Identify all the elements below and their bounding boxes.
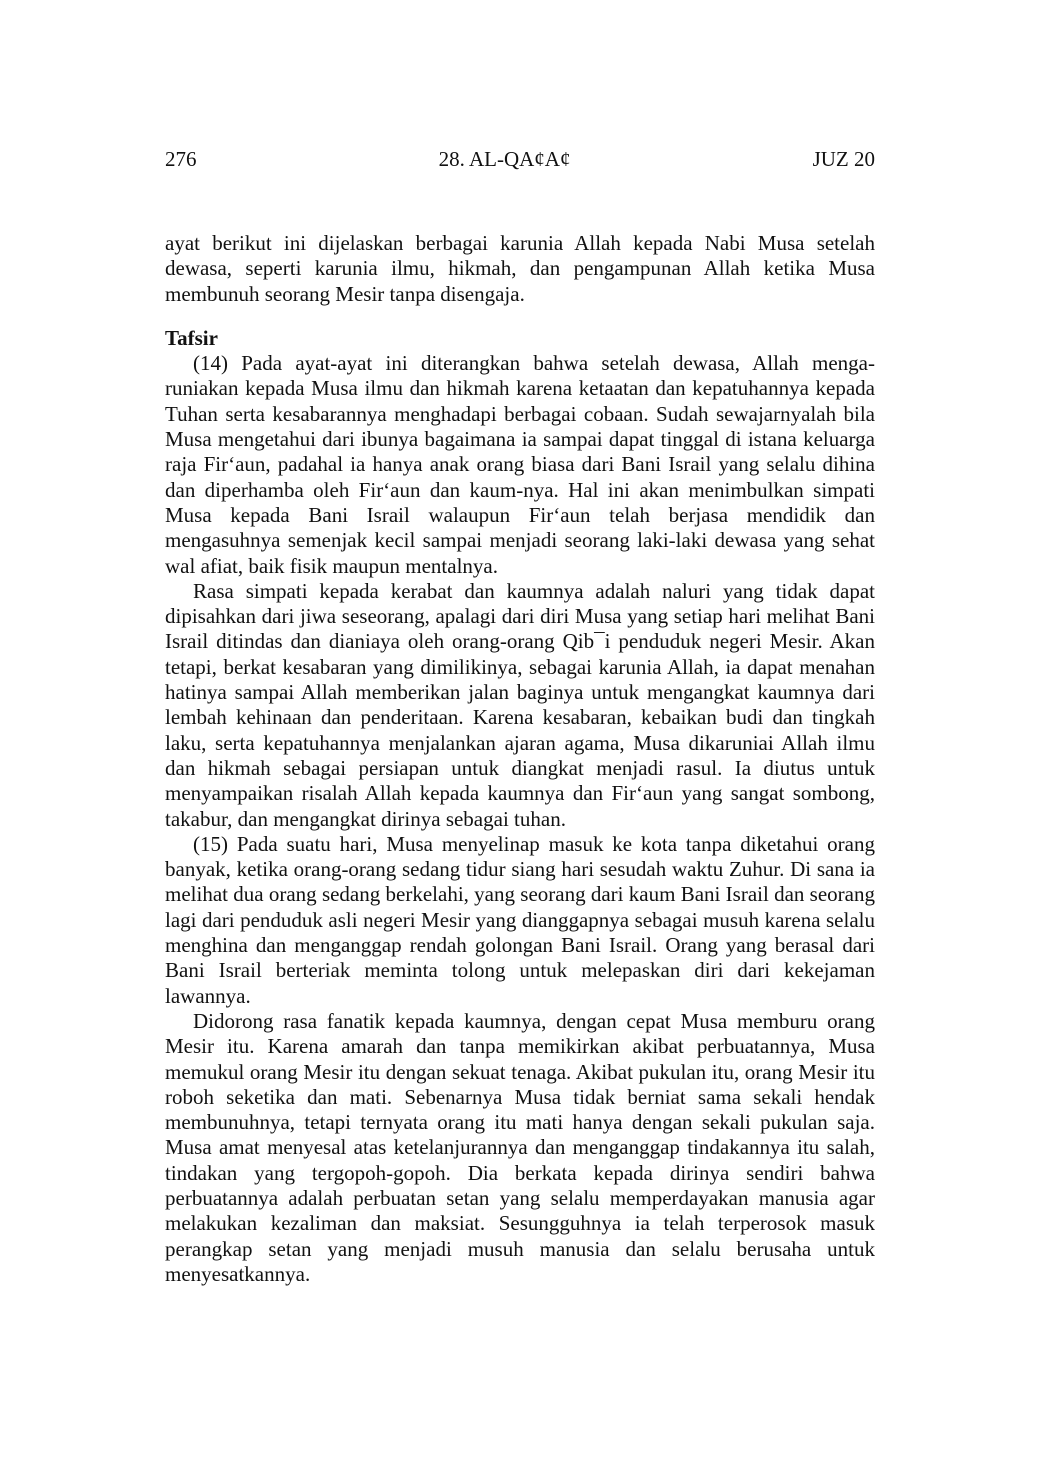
intro-paragraph: ayat berikut ini dijelaskan berbagai karunia Allah kepada Nabi Musa setelah dewasa, seperti karunia ilmu, hikmah, dan pengampunan Allah ketika Musa membunuh seorang Mesir tanpa disengaja. [165, 231, 875, 306]
paragraph-sympathy: Rasa simpati kepada kerabat dan kaumnya adalah naluri yang tidak dapat dipisahkan dari jiwa seseorang, apalagi dari diri Musa yang setiap hari melihat Bani Israil ditindas dan dianiaya oleh orang-orang Qib¯i penduduk negeri Mesir. Akan tetapi, berkat kesabaran yang dimilikinya, sebagai karunia Allah, ia dapat menahan hatinya sampai Allah memberikan jalan baginya untuk mengangkat kaumnya dari lembah kehinaan dan penderitaan. Karena kesabaran, kebaikan budi dan tingkah laku, serta kepatuhannya menjalankan ajaran agama, Musa dikaruniai Allah ilmu dan hikmah sebagai persiapan untuk diangkat menjadi rasul. Ia diutus untuk menyampaikan risalah Allah kepada kaumnya dan Fir‘aun yang sangat sombong, takabur, dan mengangkat dirinya sebagai tuhan. [165, 578, 875, 831]
paragraph-verse-14: (14) Pada ayat-ayat ini diterangkan bahwa setelah dewasa, Allah menga-runiakan kepada Musa ilmu dan hikmah karena ketaatan dan kepatuhannya kepada Tuhan serta kesabarannya menghadapi berbagai cobaan. Sudah sewajarnyalah bila Musa mengetahui dari ibunya bagaimana ia sampai dapat tinggal di istana keluarga raja Fir‘aun, padahal ia hanya anak orang biasa dari Bani Israil yang selalu dihina dan diperhamba oleh Fir‘aun dan kaum-nya. Hal ini akan menimbulkan simpati Musa kepada Bani Israil walaupun Fir‘aun telah berjasa mendidik dan mengasuhnya semenjak kecil sampai menjadi seorang laki-laki dewasa yang sehat wal afiat, baik fisik maupun mentalnya. [165, 351, 875, 578]
paragraph-verse-15: (15) Pada suatu hari, Musa menyelinap masuk ke kota tanpa diketahui orang banyak, ketika orang-orang sedang tidur siang hari sesudah waktu Zuhur. Di sana ia melihat dua orang sedang berkelahi, yang seorang dari kaum Bani Israil dan seorang lagi dari penduduk asli negeri Mesir yang dianggapnya sebagai musuh karena selalu menghina dan menganggap rendah golongan Bani Israil. Orang yang berasal dari Bani Israil berteriak meminta tolong untuk melepaskan diri dari kekejaman lawannya. [165, 831, 875, 1008]
book-page [165, 143, 875, 1287]
running-header [165, 143, 875, 175]
page-number: 276 [165, 147, 197, 171]
page-body [165, 231, 875, 1287]
section-heading-tafsir: Tafsir [165, 325, 218, 350]
chapter-title: 28. AL-QA¢A¢ [438, 147, 571, 171]
juz-label: JUZ 20 [812, 147, 875, 171]
paragraph-fanaticism: Didorong rasa fanatik kepada kaumnya, dengan cepat Musa memburu orang Mesir itu. Karena amarah dan tanpa memikirkan akibat perbuatannya, Musa memukul orang Mesir itu dengan sekuat tenaga. Akibat pukulan itu, orang Mesir itu roboh seketika dan mati. Sebenarnya Musa tidak berniat sama sekali hendak membunuhnya, tetapi ternyata orang itu mati hanya dengan sekali pukulan saja. Musa amat menyesal atas ketelanjurannya dan menganggap tindakannya itu salah, tindakan yang tergopoh-gopoh. Dia berkata kepada dirinya sendiri bahwa perbuatannya adalah perbuatan setan yang selalu memperdayakan manusia agar melakukan kezaliman dan maksiat. Sesungguhnya ia telah terperosok masuk perangkap setan yang menjadi musuh manusia dan selalu berusaha untuk menyesatkannya. [165, 1008, 875, 1286]
